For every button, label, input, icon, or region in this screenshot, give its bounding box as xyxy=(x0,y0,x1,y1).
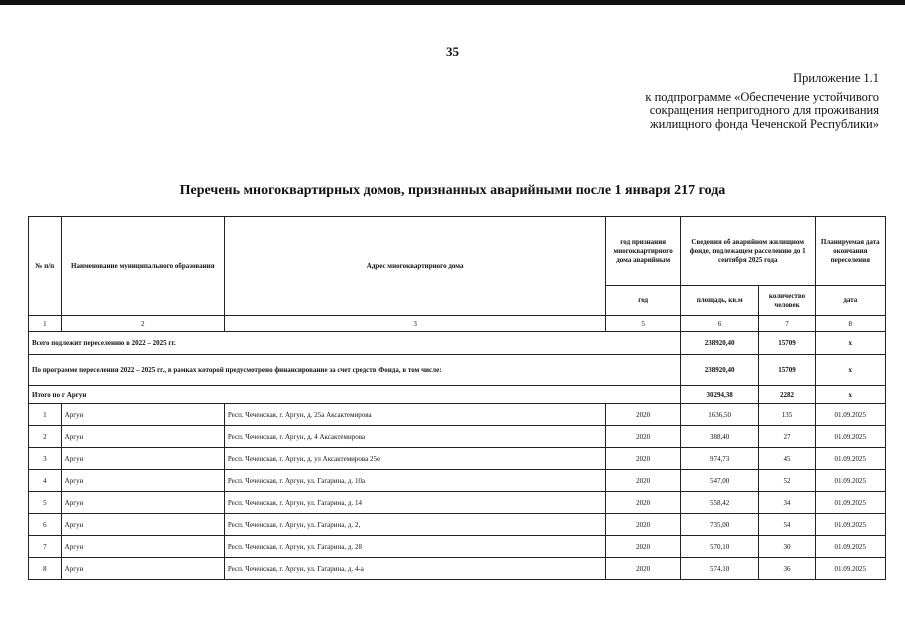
row-address: Респ. Чеченская, г. Аргун, ул. Гагарина, д. 4-а xyxy=(224,558,606,580)
row-area: 1636,50 xyxy=(680,404,759,426)
row-year: 2020 xyxy=(606,470,680,492)
row-municipality: Аргун xyxy=(61,404,224,426)
row-municipality: Аргун xyxy=(61,426,224,448)
summary-people: 15709 xyxy=(759,355,815,386)
row-area: 388,40 xyxy=(680,426,759,448)
row-people: 30 xyxy=(759,536,815,558)
row-year: 2020 xyxy=(606,404,680,426)
summary-row-program xyxy=(29,355,886,386)
summary-area: 30294,38 xyxy=(680,386,759,404)
row-municipality: Аргун xyxy=(61,470,224,492)
summary-row-total xyxy=(29,332,886,355)
row-num: 5 xyxy=(29,492,62,514)
row-num: 7 xyxy=(29,536,62,558)
row-date: 01.09.2025 xyxy=(815,514,885,536)
table-row xyxy=(29,426,886,448)
row-area: 735,00 xyxy=(680,514,759,536)
row-municipality: Аргун xyxy=(61,514,224,536)
row-date: 01.09.2025 xyxy=(815,558,885,580)
header-row xyxy=(29,217,886,286)
summary-area: 238920,40 xyxy=(680,355,759,386)
table-row xyxy=(29,448,886,470)
appendix-line: сокращения непригодного для проживания xyxy=(649,103,879,117)
row-year: 2020 xyxy=(606,514,680,536)
row-date: 01.09.2025 xyxy=(815,470,885,492)
row-people: 54 xyxy=(759,514,815,536)
row-num: 4 xyxy=(29,470,62,492)
row-area: 547,00 xyxy=(680,470,759,492)
row-date: 01.09.2025 xyxy=(815,492,885,514)
table-row xyxy=(29,558,886,580)
row-year: 2020 xyxy=(606,558,680,580)
header-year-recognized: год признания многоквартирного дома аварийным xyxy=(606,217,680,286)
appendix-title: Приложение 1.1 xyxy=(793,71,879,85)
row-people: 36 xyxy=(759,558,815,580)
row-num: 2 xyxy=(29,426,62,448)
row-year: 2020 xyxy=(606,448,680,470)
row-municipality: Аргун xyxy=(61,492,224,514)
col-number: 2 xyxy=(61,316,224,332)
row-area: 558,42 xyxy=(680,492,759,514)
subheader-area: площадь, кв.м xyxy=(680,286,759,316)
row-people: 135 xyxy=(759,404,815,426)
table-row xyxy=(29,470,886,492)
row-address: Респ. Чеченская, г. Аргун, ул. Гагарина, д. 2, xyxy=(224,514,606,536)
table-row xyxy=(29,514,886,536)
header-num: № п/п xyxy=(29,217,62,316)
row-year: 2020 xyxy=(606,492,680,514)
column-numbers-row xyxy=(29,316,886,332)
header-info: Сведения об аварийном жилищном фонде, подлежащем расселению до 1 сентября 2025 года xyxy=(680,217,815,286)
row-address: Респ. Чеченская, г. Аргун, д. 25а Аксактемирова xyxy=(224,404,606,426)
col-number: 5 xyxy=(606,316,680,332)
row-area: 570,10 xyxy=(680,536,759,558)
row-people: 34 xyxy=(759,492,815,514)
row-date: 01.09.2025 xyxy=(815,404,885,426)
col-number: 6 xyxy=(680,316,759,332)
row-num: 6 xyxy=(29,514,62,536)
col-number: 1 xyxy=(29,316,62,332)
summary-date: х xyxy=(815,355,885,386)
row-num: 3 xyxy=(29,448,62,470)
row-date: 01.09.2025 xyxy=(815,536,885,558)
row-people: 27 xyxy=(759,426,815,448)
row-address: Респ. Чеченская, г. Аргун, д. ул Аксактемирова 25е xyxy=(224,448,606,470)
page-number: 35 xyxy=(446,44,459,59)
subheader-people: количество человек xyxy=(759,286,815,316)
summary-date: х xyxy=(815,386,885,404)
subheader-year: год xyxy=(606,286,680,316)
row-address: Респ. Чеченская, г. Аргун, ул. Гагарина, д. 10а xyxy=(224,470,606,492)
row-num: 8 xyxy=(29,558,62,580)
appendix-line: к подпрограмме «Обеспечение устойчивого xyxy=(645,89,879,104)
header-municipality: Наименование муниципального образования xyxy=(61,217,224,316)
row-people: 45 xyxy=(759,448,815,470)
row-address: Респ. Чеченская, г. Аргун, д. 4 Аксактемирова xyxy=(224,426,606,448)
row-municipality: Аргун xyxy=(61,536,224,558)
row-area: 574,10 xyxy=(680,558,759,580)
row-num: 1 xyxy=(29,404,62,426)
row-people: 52 xyxy=(759,470,815,492)
row-year: 2020 xyxy=(606,536,680,558)
row-date: 01.09.2025 xyxy=(815,426,885,448)
row-date: 01.09.2025 xyxy=(815,448,885,470)
col-number: 7 xyxy=(759,316,815,332)
summary-area: 238920,40 xyxy=(680,332,759,355)
scan-top-border xyxy=(0,0,905,5)
row-area: 974,73 xyxy=(680,448,759,470)
document-title: Перечень многоквартирных домов, признанных аварийными после 1 января 217 года xyxy=(179,183,726,198)
summary-date: х xyxy=(815,332,885,355)
row-municipality: Аргун xyxy=(61,558,224,580)
row-address: Респ. Чеченская, г. Аргун, ул. Гагарина, д. 14 xyxy=(224,492,606,514)
subheader-date: дата xyxy=(815,286,885,316)
summary-people: 2282 xyxy=(759,386,815,404)
table-row xyxy=(29,492,886,514)
row-address: Респ. Чеченская, г. Аргун, ул. Гагарина, д. 28 xyxy=(224,536,606,558)
appendix-block xyxy=(645,72,879,131)
summary-label: Итого по г Аргун xyxy=(29,386,681,404)
table-row xyxy=(29,404,886,426)
housing-table xyxy=(28,216,886,580)
header-planned-end: Планируемая дата окончания переселения xyxy=(815,217,885,286)
row-municipality: Аргун xyxy=(61,448,224,470)
table-row xyxy=(29,536,886,558)
appendix-line: жилищного фонда Чеченской Республики» xyxy=(650,116,879,131)
col-number: 3 xyxy=(224,316,606,332)
summary-people: 15709 xyxy=(759,332,815,355)
row-year: 2020 xyxy=(606,426,680,448)
summary-label: По программе переселения 2022 – 2025 гг., в рамках которой предусмотрено финансирование за счет средств Фонда, в том числе: xyxy=(29,355,681,386)
col-number: 8 xyxy=(815,316,885,332)
header-address: Адрес многоквартирного дома xyxy=(224,217,606,316)
summary-row-argun xyxy=(29,386,886,404)
summary-label: Всего подлежит переселению в 2022 – 2025 гг. xyxy=(29,332,681,355)
